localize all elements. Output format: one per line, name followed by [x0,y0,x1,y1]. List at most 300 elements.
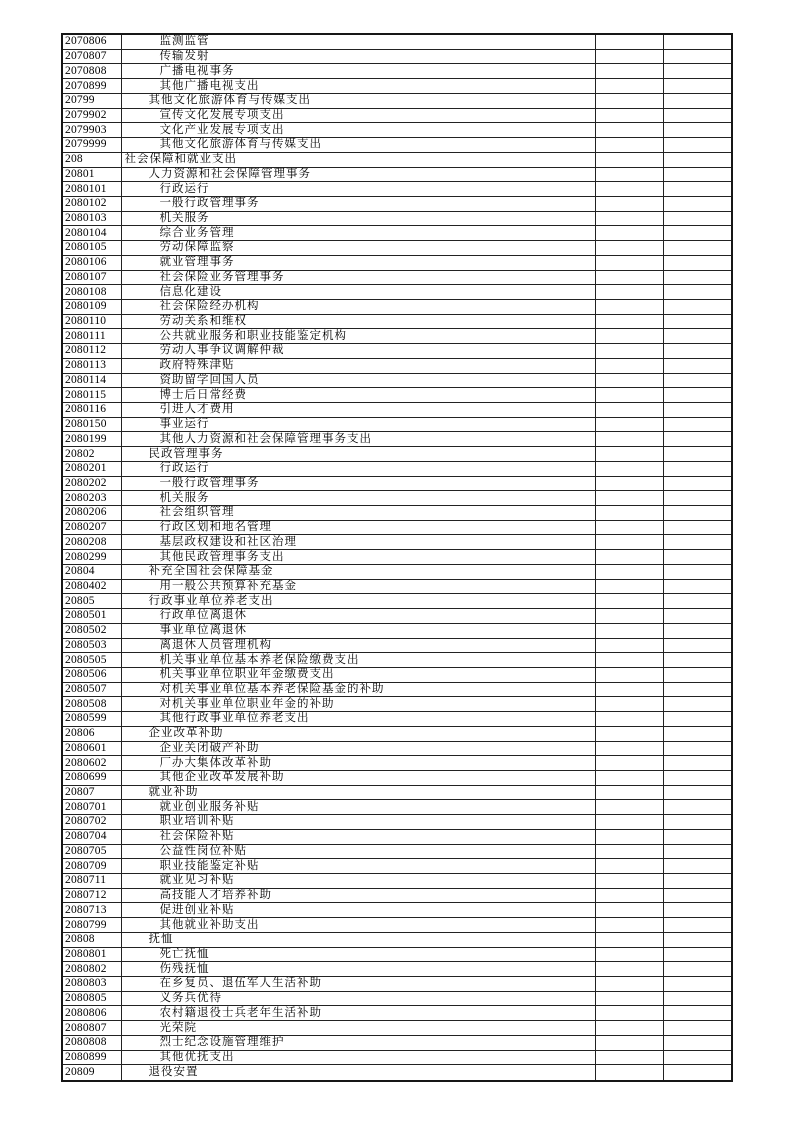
empty-cell-1 [595,329,663,344]
table-row [62,1065,732,1081]
empty-cell-2 [663,1021,732,1036]
budget-description-cell: 行政运行 [121,182,595,197]
table-row [62,388,732,403]
budget-code-cell: 2080505 [62,653,121,668]
table-row [62,226,732,241]
empty-cell-1 [595,491,663,506]
table-row [62,579,732,594]
table-row [62,79,732,94]
budget-description-cell: 就业管理事务 [121,255,595,270]
empty-cell-1 [595,609,663,624]
table-row [62,800,732,815]
table-row [62,344,732,359]
budget-description-cell: 企业改革补助 [121,726,595,741]
budget-description-cell: 就业见习补贴 [121,874,595,889]
budget-description-cell: 伤残抚恤 [121,962,595,977]
budget-code-cell: 2070899 [62,79,121,94]
budget-description-cell: 在乡复员、退伍军人生活补助 [121,977,595,992]
empty-cell-1 [595,623,663,638]
budget-code-cell: 2080711 [62,874,121,889]
table-row [62,815,732,830]
budget-description-cell: 行政单位离退休 [121,609,595,624]
empty-cell-2 [663,64,732,79]
empty-cell-2 [663,623,732,638]
budget-code-cell: 2080201 [62,461,121,476]
budget-code-cell: 2080899 [62,1050,121,1065]
budget-code-cell: 2080107 [62,270,121,285]
budget-code-cell: 2080501 [62,609,121,624]
budget-description-cell: 其他就业补助支出 [121,918,595,933]
budget-description-cell: 光荣院 [121,1021,595,1036]
empty-cell-1 [595,667,663,682]
budget-description-cell: 机关事业单位基本养老保险缴费支出 [121,653,595,668]
table-row [62,594,732,609]
table-row [62,712,732,727]
budget-code-cell: 20808 [62,932,121,947]
table-row [62,962,732,977]
budget-code-cell: 20806 [62,726,121,741]
table-row [62,741,732,756]
budget-code-cell: 2079999 [62,138,121,153]
budget-description-cell: 企业关闭破产补助 [121,741,595,756]
empty-cell-2 [663,520,732,535]
budget-code-cell: 2080114 [62,373,121,388]
budget-code-cell: 2080109 [62,299,121,314]
empty-cell-2 [663,506,732,521]
empty-cell-1 [595,564,663,579]
budget-code-cell: 2080101 [62,182,121,197]
budget-code-cell: 2080106 [62,255,121,270]
empty-cell-1 [595,1050,663,1065]
empty-cell-1 [595,991,663,1006]
empty-cell-2 [663,579,732,594]
budget-table-sheet [61,33,733,1082]
budget-description-cell: 人力资源和社会保障管理事务 [121,167,595,182]
empty-cell-2 [663,859,732,874]
table-row [62,609,732,624]
empty-cell-2 [663,535,732,550]
budget-description-cell: 其他优抚支出 [121,1050,595,1065]
budget-code-cell: 2080503 [62,638,121,653]
budget-description-cell: 机关服务 [121,491,595,506]
budget-code-cell: 2080803 [62,977,121,992]
budget-code-cell: 2080108 [62,285,121,300]
empty-cell-2 [663,79,732,94]
budget-code-cell: 20807 [62,785,121,800]
budget-description-cell: 传输发射 [121,49,595,64]
budget-code-cell: 20805 [62,594,121,609]
budget-description-cell: 监测监管 [121,34,595,49]
budget-description-cell: 其他人力资源和社会保障管理事务支出 [121,432,595,447]
budget-code-cell: 2080802 [62,962,121,977]
budget-description-cell: 死亡抚恤 [121,947,595,962]
budget-description-cell: 其他企业改革发展补助 [121,770,595,785]
empty-cell-2 [663,344,732,359]
empty-cell-1 [595,182,663,197]
empty-cell-1 [595,1006,663,1021]
budget-description-cell: 农村籍退役士兵老年生活补助 [121,1006,595,1021]
budget-description-cell: 行政运行 [121,461,595,476]
empty-cell-1 [595,815,663,830]
empty-cell-2 [663,800,732,815]
table-row [62,461,732,476]
empty-cell-1 [595,918,663,933]
budget-code-cell: 2080105 [62,241,121,256]
budget-code-cell: 20799 [62,93,121,108]
table-row [62,299,732,314]
budget-description-cell: 一般行政管理事务 [121,196,595,211]
table-row [62,447,732,462]
empty-cell-2 [663,962,732,977]
budget-description-cell: 抚恤 [121,932,595,947]
empty-cell-2 [663,756,732,771]
budget-description-cell: 社会保险业务管理事务 [121,270,595,285]
empty-cell-2 [663,461,732,476]
table-row [62,476,732,491]
empty-cell-1 [595,888,663,903]
budget-description-cell: 文化产业发展专项支出 [121,123,595,138]
empty-cell-1 [595,859,663,874]
empty-cell-2 [663,167,732,182]
empty-cell-1 [595,432,663,447]
empty-cell-2 [663,770,732,785]
empty-cell-2 [663,447,732,462]
budget-description-cell: 社会保险经办机构 [121,299,595,314]
empty-cell-1 [595,962,663,977]
budget-description-cell: 事业单位离退休 [121,623,595,638]
empty-cell-2 [663,373,732,388]
table-row [62,682,732,697]
empty-cell-2 [663,270,732,285]
table-row [62,270,732,285]
table-row [62,123,732,138]
budget-code-cell: 2080713 [62,903,121,918]
empty-cell-1 [595,712,663,727]
table-row [62,211,732,226]
table-row [62,108,732,123]
budget-code-cell: 2080202 [62,476,121,491]
empty-cell-2 [663,874,732,889]
budget-description-cell: 行政事业单位养老支出 [121,594,595,609]
empty-cell-2 [663,903,732,918]
budget-description-cell: 政府特殊津贴 [121,358,595,373]
table-row [62,491,732,506]
empty-cell-2 [663,491,732,506]
budget-description-cell: 引进人才费用 [121,403,595,418]
empty-cell-1 [595,520,663,535]
table-row [62,667,732,682]
empty-cell-1 [595,844,663,859]
empty-cell-2 [663,697,732,712]
table-row [62,241,732,256]
empty-cell-1 [595,285,663,300]
table-row [62,653,732,668]
empty-cell-1 [595,226,663,241]
empty-cell-2 [663,241,732,256]
empty-cell-1 [595,49,663,64]
empty-cell-1 [595,93,663,108]
empty-cell-1 [595,506,663,521]
budget-code-cell: 2080207 [62,520,121,535]
budget-code-cell: 2080507 [62,682,121,697]
empty-cell-2 [663,726,732,741]
budget-description-cell: 就业补助 [121,785,595,800]
table-row [62,329,732,344]
table-row [62,403,732,418]
table-row [62,373,732,388]
empty-cell-2 [663,432,732,447]
budget-code-cell: 2080203 [62,491,121,506]
empty-cell-2 [663,182,732,197]
empty-cell-1 [595,594,663,609]
budget-description-cell: 其他行政事业单位养老支出 [121,712,595,727]
empty-cell-2 [663,844,732,859]
empty-cell-1 [595,461,663,476]
budget-code-cell: 2080801 [62,947,121,962]
empty-cell-1 [595,123,663,138]
budget-code-cell: 2080702 [62,815,121,830]
empty-cell-1 [595,903,663,918]
empty-cell-1 [595,874,663,889]
budget-code-cell: 2080709 [62,859,121,874]
table-row [62,506,732,521]
empty-cell-2 [663,653,732,668]
table-row [62,1050,732,1065]
empty-cell-2 [663,932,732,947]
empty-cell-2 [663,123,732,138]
budget-description-cell: 义务兵优待 [121,991,595,1006]
budget-description-cell: 补充全国社会保障基金 [121,564,595,579]
table-row [62,34,732,49]
empty-cell-1 [595,977,663,992]
table-row [62,977,732,992]
budget-description-cell: 机关服务 [121,211,595,226]
budget-code-cell: 208 [62,152,121,167]
budget-description-cell: 厂办大集体改革补助 [121,756,595,771]
empty-cell-1 [595,726,663,741]
budget-code-cell: 2080705 [62,844,121,859]
empty-cell-2 [663,682,732,697]
table-row [62,358,732,373]
budget-description-cell: 广播电视事务 [121,64,595,79]
table-row [62,785,732,800]
empty-cell-1 [595,314,663,329]
empty-cell-2 [663,108,732,123]
budget-code-cell: 2070808 [62,64,121,79]
budget-description-cell: 职业技能鉴定补贴 [121,859,595,874]
budget-description-cell: 对机关事业单位职业年金的补助 [121,697,595,712]
budget-description-cell: 离退休人员管理机构 [121,638,595,653]
budget-code-cell: 20801 [62,167,121,182]
empty-cell-2 [663,388,732,403]
budget-code-cell: 2070807 [62,49,121,64]
empty-cell-1 [595,638,663,653]
empty-cell-1 [595,152,663,167]
empty-cell-1 [595,756,663,771]
empty-cell-1 [595,417,663,432]
table-row [62,829,732,844]
table-row [62,535,732,550]
budget-description-cell: 劳动保障监察 [121,241,595,256]
budget-description-cell: 其他文化旅游体育与传媒支出 [121,93,595,108]
budget-code-cell: 20802 [62,447,121,462]
budget-description-cell: 民政管理事务 [121,447,595,462]
empty-cell-2 [663,93,732,108]
budget-description-cell: 社会组织管理 [121,506,595,521]
budget-description-cell: 基层政权建设和社区治理 [121,535,595,550]
budget-code-cell: 2080508 [62,697,121,712]
table-row [62,255,732,270]
empty-cell-2 [663,34,732,49]
empty-cell-1 [595,682,663,697]
empty-cell-2 [663,594,732,609]
budget-code-cell: 20804 [62,564,121,579]
budget-code-cell: 2080206 [62,506,121,521]
table-row [62,138,732,153]
table-row [62,638,732,653]
budget-code-cell: 2080116 [62,403,121,418]
empty-cell-1 [595,932,663,947]
budget-code-cell: 2080601 [62,741,121,756]
budget-description-cell: 促进创业补贴 [121,903,595,918]
table-row [62,1006,732,1021]
empty-cell-1 [595,403,663,418]
budget-code-cell: 2080602 [62,756,121,771]
budget-code-cell: 2080807 [62,1021,121,1036]
empty-cell-1 [595,697,663,712]
table-row [62,152,732,167]
empty-cell-2 [663,314,732,329]
empty-cell-2 [663,564,732,579]
budget-description-cell: 宣传文化发展专项支出 [121,108,595,123]
budget-code-cell: 2080806 [62,1006,121,1021]
budget-code-cell: 2080150 [62,417,121,432]
empty-cell-2 [663,403,732,418]
budget-description-cell: 高技能人才培养补助 [121,888,595,903]
budget-codes-table-body [62,34,732,1081]
table-row [62,285,732,300]
table-row [62,167,732,182]
empty-cell-2 [663,211,732,226]
budget-description-cell: 烈士纪念设施管理维护 [121,1035,595,1050]
table-row [62,520,732,535]
empty-cell-1 [595,1035,663,1050]
empty-cell-1 [595,800,663,815]
budget-code-cell: 2080102 [62,196,121,211]
budget-description-cell: 机关事业单位职业年金缴费支出 [121,667,595,682]
table-row [62,64,732,79]
empty-cell-2 [663,417,732,432]
budget-description-cell: 社会保障和就业支出 [121,152,595,167]
empty-cell-2 [663,741,732,756]
budget-code-cell: 2080402 [62,579,121,594]
empty-cell-2 [663,977,732,992]
empty-cell-2 [663,476,732,491]
empty-cell-1 [595,653,663,668]
budget-description-cell: 劳动关系和维权 [121,314,595,329]
table-row [62,697,732,712]
empty-cell-1 [595,34,663,49]
table-row [62,932,732,947]
empty-cell-1 [595,829,663,844]
empty-cell-1 [595,947,663,962]
empty-cell-1 [595,785,663,800]
empty-cell-2 [663,785,732,800]
empty-cell-2 [663,255,732,270]
empty-cell-1 [595,108,663,123]
budget-code-cell: 2080113 [62,358,121,373]
empty-cell-2 [663,1006,732,1021]
empty-cell-1 [595,741,663,756]
empty-cell-2 [663,947,732,962]
budget-code-cell: 2080110 [62,314,121,329]
table-row [62,756,732,771]
empty-cell-1 [595,270,663,285]
empty-cell-2 [663,991,732,1006]
empty-cell-2 [663,1035,732,1050]
budget-description-cell: 职业培训补贴 [121,815,595,830]
budget-code-cell: 2080799 [62,918,121,933]
budget-description-cell: 公益性岗位补贴 [121,844,595,859]
budget-description-cell: 事业运行 [121,417,595,432]
empty-cell-1 [595,476,663,491]
budget-code-cell: 2080104 [62,226,121,241]
table-row [62,888,732,903]
budget-code-cell: 2080712 [62,888,121,903]
empty-cell-1 [595,241,663,256]
empty-cell-2 [663,226,732,241]
empty-cell-2 [663,667,732,682]
empty-cell-1 [595,1065,663,1081]
empty-cell-1 [595,138,663,153]
empty-cell-1 [595,299,663,314]
table-row [62,432,732,447]
empty-cell-1 [595,579,663,594]
table-row [62,49,732,64]
empty-cell-2 [663,49,732,64]
empty-cell-1 [595,388,663,403]
table-row [62,874,732,889]
budget-description-cell: 对机关事业单位基本养老保险基金的补助 [121,682,595,697]
table-row [62,196,732,211]
budget-code-cell: 20809 [62,1065,121,1081]
budget-code-cell: 2080299 [62,550,121,565]
budget-codes-table [61,33,733,1082]
empty-cell-1 [595,1021,663,1036]
empty-cell-1 [595,373,663,388]
empty-cell-2 [663,152,732,167]
empty-cell-2 [663,358,732,373]
budget-description-cell: 博士后日常经费 [121,388,595,403]
table-row [62,623,732,638]
budget-description-cell: 其他文化旅游体育与传媒支出 [121,138,595,153]
budget-description-cell: 一般行政管理事务 [121,476,595,491]
budget-description-cell: 退役安置 [121,1065,595,1081]
empty-cell-1 [595,770,663,785]
budget-description-cell: 社会保险补贴 [121,829,595,844]
empty-cell-2 [663,550,732,565]
empty-cell-2 [663,712,732,727]
empty-cell-1 [595,211,663,226]
table-row [62,182,732,197]
budget-code-cell: 2080805 [62,991,121,1006]
empty-cell-2 [663,299,732,314]
empty-cell-1 [595,196,663,211]
empty-cell-1 [595,167,663,182]
budget-code-cell: 2080699 [62,770,121,785]
table-row [62,417,732,432]
budget-code-cell: 2080103 [62,211,121,226]
